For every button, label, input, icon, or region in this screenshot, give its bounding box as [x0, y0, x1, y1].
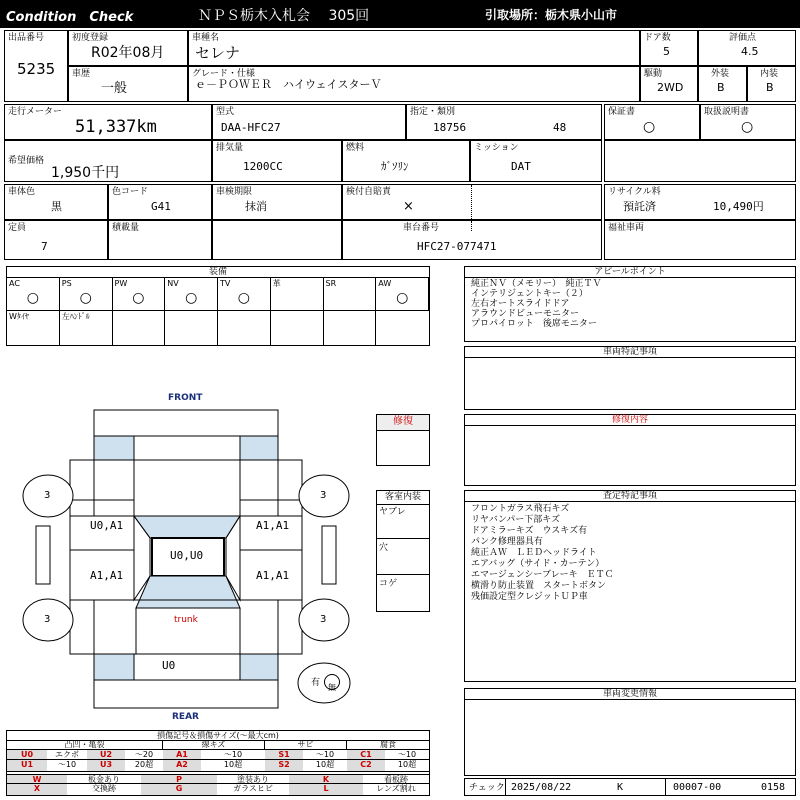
- check-number: 00007-00: [673, 782, 722, 793]
- liability-label: 検付自賠責: [346, 187, 392, 197]
- recycle-label: リサイクル料: [608, 187, 661, 197]
- appeal-item: 左右オートスライドドア: [471, 299, 570, 309]
- tire-rear-right: 3: [320, 614, 327, 625]
- inspection-expiry-cell: [212, 184, 342, 220]
- price-value: 1,950千円: [51, 165, 120, 181]
- mileage-cell: [4, 104, 212, 140]
- tire-rear-left: 3: [44, 614, 51, 625]
- drive-label: 駆動: [644, 69, 663, 79]
- legend-row-2: [7, 760, 429, 772]
- inspection-note-item: 残価設定型クレジットＵＰ車: [471, 592, 588, 602]
- equipment-label: AC: [9, 279, 20, 288]
- damage-roof: U0,U0: [170, 549, 204, 562]
- exterior-cell: [698, 66, 747, 102]
- equipment-row-1: [7, 278, 429, 311]
- blank-cell-mid: [212, 220, 342, 260]
- equipment-label: Wﾀｲﾔ: [9, 312, 29, 321]
- legend-desc: ～10: [315, 750, 335, 759]
- legend-code: A1: [163, 750, 201, 759]
- legend-desc: ～10: [57, 760, 77, 769]
- history-cell: [68, 66, 188, 102]
- interior-label: 内装: [760, 69, 779, 79]
- legend-code: C1: [347, 750, 385, 759]
- exterior-grade: B: [717, 81, 725, 94]
- drive-cell: [640, 66, 698, 102]
- inspection-notes-box: [464, 490, 796, 682]
- equipment-mark: ○: [79, 290, 92, 306]
- liability-divider: [471, 185, 472, 219]
- legend-code: P: [141, 775, 217, 783]
- cabin-item-burn: コゲ: [379, 579, 398, 589]
- score-label: 評価点: [729, 33, 757, 43]
- damage-rear-bumper: U0: [162, 659, 176, 672]
- equipment-cell: [165, 278, 218, 311]
- change-info-box: [464, 688, 796, 776]
- equipment-label: PW: [114, 279, 128, 288]
- fuel-value: ｶﾞｿﾘﾝ: [381, 160, 409, 173]
- cabin-interior-title: 客室内装: [377, 491, 429, 505]
- capacity-label: 定員: [8, 223, 27, 233]
- legend-row-4: [7, 784, 429, 795]
- legend-code: U3: [87, 760, 125, 771]
- legend-desc: ～10: [223, 750, 243, 759]
- body-color-cell: [4, 184, 108, 220]
- cabin-item-tear: ヤブレ: [379, 507, 406, 517]
- appeal-title: アピールポイント: [465, 267, 795, 278]
- welfare-label: 福祉車両: [608, 223, 645, 233]
- legend-desc: レンズ割れ: [376, 784, 416, 793]
- damage-left-rear-door: A1,A1: [90, 569, 124, 582]
- model-code-cell: [212, 104, 406, 140]
- equipment-cell: [324, 311, 377, 345]
- mileage-value: 51,337km: [75, 117, 157, 137]
- recycle-cell: [604, 184, 796, 220]
- displacement-cell: [212, 140, 342, 182]
- header-auction: ＮＰＳ栃木入札会 305回: [198, 8, 370, 24]
- repair-box-title: 修復: [377, 415, 429, 431]
- front-label: FRONT: [168, 393, 203, 403]
- mission-cell: [470, 140, 602, 182]
- equipment-label: 左ﾊﾝﾄﾞﾙ: [61, 312, 90, 321]
- cabin-item-2: [377, 539, 429, 575]
- damage-right-rear-door: A1,A1: [256, 569, 290, 582]
- inspection-note-item: ドアミラーキズ ウスキズ有: [471, 526, 588, 536]
- manual-mark: ○: [741, 119, 754, 135]
- damage-left-front-door: U0,A1: [90, 519, 124, 532]
- legend-group-rust: サビ: [265, 740, 347, 750]
- color-code-label: 色コード: [112, 187, 149, 197]
- trunk-label: trunk: [174, 615, 198, 625]
- equipment-mark: ○: [396, 290, 409, 306]
- equipment-cell: [7, 311, 60, 345]
- mission-label: ミッション: [474, 143, 519, 153]
- model-code-label: 型式: [216, 107, 235, 117]
- load-cell: [108, 220, 212, 260]
- legend-code: U0: [7, 750, 47, 759]
- repair-content-box: [464, 414, 796, 486]
- equipment-label: AW: [378, 279, 392, 288]
- header-bar: [0, 0, 800, 28]
- lot-label: 出品番号: [8, 33, 45, 43]
- equipment-cell: [113, 278, 166, 311]
- load-label: 積載量: [112, 223, 140, 233]
- legend-code: S1: [265, 750, 303, 759]
- spare-no-circle: [324, 674, 340, 690]
- appeal-item: アラウンドビューモニター: [471, 309, 580, 319]
- legend-code: G: [141, 784, 217, 795]
- equipment-label: SR: [325, 279, 337, 288]
- inspection-note-item: パンク修理器具有: [471, 537, 543, 547]
- check-seq: 0158: [761, 782, 786, 793]
- interior-cell: [747, 66, 796, 102]
- grade-cell: [188, 66, 640, 102]
- equipment-mark: ○: [237, 290, 250, 306]
- classification-cell: [406, 104, 602, 140]
- reg-label: 初度登録: [72, 33, 109, 43]
- history-label: 車歴: [72, 69, 91, 79]
- inspection-note-item: リヤバンパー下部キズ: [471, 515, 561, 525]
- equipment-cell: [165, 311, 218, 345]
- equipment-cell: [60, 278, 113, 311]
- classification-label: 指定・類別: [410, 107, 456, 117]
- category-number: 48: [553, 121, 567, 134]
- equipment-cell: [218, 278, 271, 311]
- equipment-mark: ○: [185, 290, 198, 306]
- grade-label: グレード・仕様: [192, 69, 256, 79]
- inspection-expiry-label: 車検期限: [216, 187, 253, 197]
- legend-desc: 看板跡: [384, 775, 408, 784]
- legend-group-dent: 凸凹・亀裂: [7, 740, 163, 750]
- legend-desc: 塗装あり: [237, 775, 269, 784]
- inspection-note-item: エマージェンシーブレーキ ＥＴＣ: [471, 570, 614, 580]
- rear-label: REAR: [172, 712, 199, 722]
- inspection-note-item: エアバッグ（サイド・カーテン）: [471, 559, 605, 569]
- check-divider-1: [505, 779, 506, 795]
- legend-code: U2: [87, 750, 125, 759]
- displacement-label: 排気量: [216, 143, 244, 153]
- inspection-notes-list: [471, 504, 614, 603]
- header-title-left: Condition Check: [6, 10, 134, 25]
- legend-desc: ガラスヒビ: [233, 784, 273, 793]
- reg-cell: [68, 30, 188, 66]
- equipment-mark: ○: [132, 290, 145, 306]
- model-name-label: 車種名: [192, 33, 220, 43]
- legend-desc: 20超: [134, 760, 154, 769]
- color-code-cell: [108, 184, 212, 220]
- repair-box: [376, 414, 430, 466]
- manual-cell: [700, 104, 796, 140]
- equipment-cell: [7, 278, 60, 311]
- history-value: 一般: [101, 81, 128, 96]
- recycle-status: 預託済: [623, 200, 656, 213]
- legend-desc: 板金あり: [88, 775, 120, 784]
- doors-cell: [640, 30, 698, 66]
- equipment-cell: [218, 311, 271, 345]
- inspection-expiry-value: 抹消: [245, 200, 267, 213]
- repair-content-title: 修復内容: [465, 415, 795, 426]
- tire-front-left: 3: [44, 490, 51, 501]
- legend-group-scratch: 線キズ: [163, 740, 265, 750]
- welfare-cell: [604, 220, 796, 260]
- equipment-label: TV: [220, 279, 231, 288]
- damage-right-front-door: A1,A1: [256, 519, 290, 532]
- cabin-interior-box: [376, 490, 430, 612]
- inspection-note-item: 横滑り防止装置 スタートボタン: [471, 581, 607, 591]
- fuel-label: 燃料: [346, 143, 365, 153]
- capacity-cell: [4, 220, 108, 260]
- equipment-row-2: [7, 311, 429, 345]
- cabin-item-1: [377, 505, 429, 539]
- model-code: DAA-HFC27: [221, 121, 281, 134]
- legend-code: L: [289, 784, 363, 795]
- doors-label: ドア数: [644, 33, 671, 43]
- spare-no: 無: [328, 683, 336, 692]
- legend-desc: エクボ: [55, 750, 79, 759]
- color-code-value: G41: [151, 200, 171, 213]
- score-value: 4.5: [741, 45, 759, 58]
- equipment-cell: [271, 311, 324, 345]
- legend-code: W: [7, 775, 67, 783]
- manual-label: 取扱説明書: [704, 107, 750, 117]
- equipment-cell: [271, 278, 324, 311]
- lot-number: 5235: [17, 60, 56, 78]
- legend-code: S2: [265, 760, 303, 771]
- equipment-table: [6, 266, 430, 346]
- appeal-box: [464, 266, 796, 342]
- inspection-note-item: フロントガラス飛石キズ: [471, 504, 570, 514]
- price-label: 希望価格: [8, 156, 45, 166]
- legend-desc: ～10: [397, 750, 417, 759]
- legend-desc: 交換跡: [92, 784, 116, 793]
- equipment-cell: [376, 278, 429, 311]
- legend-desc: 10超: [397, 760, 417, 769]
- appeal-item: プロパイロット 後席モニター: [471, 319, 597, 329]
- grade-value: ｅ－ＰＯＷＥＲ ハイウェイスターＶ: [195, 78, 382, 91]
- liability-value: ×: [403, 199, 414, 214]
- legend-group-corrosion: 腐食: [347, 740, 429, 750]
- tire-front-right: 3: [320, 490, 327, 501]
- right-blank-cell: [604, 140, 796, 182]
- equipment-label: 革: [272, 279, 281, 288]
- appeal-item: 純正ＮＶ（メモリー） 純正ＴＶ: [471, 279, 602, 289]
- score-cell: [698, 30, 796, 66]
- fuel-cell: [342, 140, 470, 182]
- legend-code: U1: [7, 760, 47, 771]
- price-cell: [4, 140, 212, 182]
- chassis-value: HFC27-077471: [417, 240, 497, 253]
- damage-legend: [6, 730, 430, 796]
- drive-value: 2WD: [657, 81, 684, 94]
- body-color-label: 車体色: [8, 187, 36, 197]
- capacity-value: 7: [41, 240, 48, 253]
- appeal-item: インテリジェントキー（２）: [471, 289, 588, 299]
- equipment-mark: ○: [26, 290, 39, 306]
- legend-row-3: [7, 774, 429, 784]
- equipment-label: PS: [61, 279, 72, 288]
- legend-desc: 10超: [315, 760, 335, 769]
- warranty-label: 保証書: [608, 107, 636, 117]
- equipment-label: NV: [167, 279, 179, 288]
- exterior-label: 外装: [711, 69, 730, 79]
- check-code: K: [617, 782, 624, 793]
- chassis-cell: [342, 220, 602, 260]
- legend-desc: 10超: [223, 760, 243, 769]
- cabin-item-hole: 穴: [379, 543, 389, 553]
- check-date: 2025/08/22: [511, 782, 572, 793]
- model-name-cell: [188, 30, 640, 66]
- recycle-amount: 10,490円: [713, 200, 764, 213]
- mileage-label: 走行メーター: [8, 107, 63, 117]
- liability-cell: [342, 184, 602, 220]
- cabin-item-3: [377, 575, 429, 611]
- check-label: チェック: [469, 783, 505, 793]
- spare-yes: 有: [311, 678, 321, 688]
- equipment-cell: [60, 311, 113, 345]
- legend-desc: ～20: [134, 750, 154, 759]
- lot-cell: [4, 30, 68, 102]
- inspection-note-item: 純正ＡＷ ＬＥＤヘッドライト: [471, 548, 597, 558]
- mission-value: DAT: [511, 160, 531, 173]
- legend-code: X: [7, 784, 67, 795]
- change-info-title: 車両変更情報: [465, 689, 795, 700]
- equipment-cell: [324, 278, 377, 311]
- check-divider-2: [665, 779, 666, 795]
- warranty-cell: [604, 104, 700, 140]
- appeal-list: [471, 279, 602, 329]
- first-registration: R02年08月: [91, 45, 165, 61]
- warranty-mark: ○: [643, 119, 656, 135]
- body-color-value: 黒: [51, 200, 62, 213]
- model-name: セレナ: [195, 44, 241, 62]
- legend-title: 損傷記号＆損傷サイズ(～最大cm): [7, 731, 429, 741]
- equipment-title: 装備: [7, 267, 429, 278]
- equipment-cell: [113, 311, 166, 345]
- legend-code: A2: [163, 760, 201, 771]
- inspection-notes-title: 査定特記事項: [465, 491, 795, 502]
- check-footer: [464, 778, 796, 796]
- legend-code: C2: [347, 760, 385, 771]
- legend-code: K: [289, 775, 363, 783]
- classification-number: 18756: [433, 121, 467, 134]
- chassis-label: 車台番号: [403, 223, 440, 233]
- header-pickup-location: 引取場所：栃木県小山市: [485, 8, 618, 22]
- chassis-divider: [471, 221, 472, 231]
- displacement-value: 1200CC: [243, 160, 283, 173]
- special-notes-box: [464, 346, 796, 410]
- special-notes-title: 車両特記事項: [465, 347, 795, 358]
- doors-value: 5: [663, 45, 670, 58]
- legend-row-1: [7, 750, 429, 760]
- interior-grade: B: [766, 81, 774, 94]
- car-diagram: [0, 380, 376, 724]
